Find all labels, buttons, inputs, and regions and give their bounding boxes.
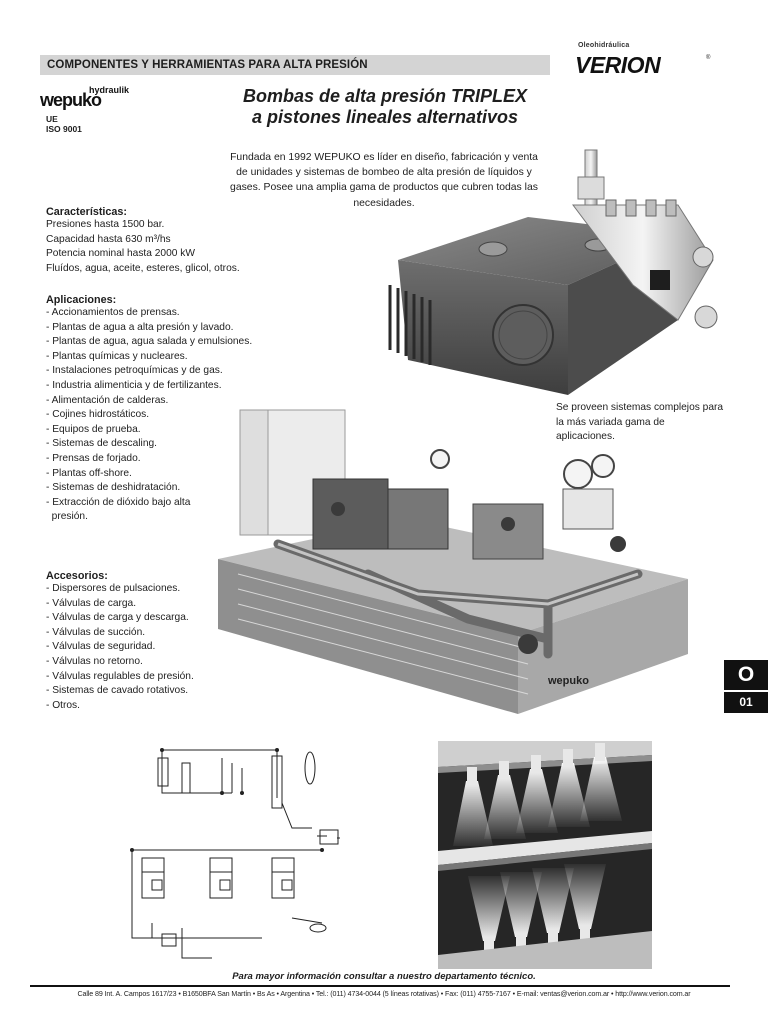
- list-item: - Alimentación de calderas.: [46, 394, 169, 406]
- aplicaciones-title: Aplicaciones:: [46, 294, 117, 306]
- footer-contact-note: Para mayor información consultar a nuestro departamento técnico.: [232, 971, 536, 982]
- title-line-2: a pistones lineales alternativos: [251, 107, 519, 127]
- verion-logo-subtitle: Oleohidráulica: [578, 42, 630, 49]
- skid-brand-label: wepuko: [548, 675, 589, 687]
- list-item: - Plantas de agua, agua salada y emulsiones.: [46, 336, 253, 348]
- page-title: [190, 86, 580, 128]
- section-header-band: COMPONENTES Y HERRAMIENTAS PARA ALTA PRESIÓN: [40, 55, 550, 75]
- list-item: - Válvulas regulables de presión.: [46, 670, 194, 682]
- list-item: Capacidad hasta 630 m³/hs: [46, 233, 171, 245]
- list-item: - Extracción de dióxido bajo alta: [46, 496, 191, 508]
- list-item: - Sistemas de deshidratación.: [46, 482, 181, 494]
- triplex-pump-photo: [378, 145, 723, 405]
- hydraulic-schematic-diagram: [122, 738, 340, 970]
- caracteristicas-list: [46, 218, 326, 276]
- list-item: - Dispersores de pulsaciones.: [46, 583, 181, 594]
- list-item: Presiones hasta 1500 bar.: [46, 219, 165, 230]
- spray-nozzles-photo: [438, 741, 652, 969]
- list-item: - Accionamientos de prensas.: [46, 307, 180, 318]
- list-item: - Plantas de agua a alta presión y lavado.: [46, 321, 234, 333]
- systems-note: Se proveen sistemas complejos para la más variada gama de aplicaciones.: [556, 402, 724, 443]
- verion-logo: [575, 42, 715, 78]
- list-item: - Válvulas de carga.: [46, 597, 137, 609]
- intro-paragraph: Fundada en 1992 WEPUKO es líder en diseño, fabricación y venta de unidades y sistemas de bombeo de alta presión de líquidos y gases. Posee una amplia gama de productos que cubren todas las necesidades.: [230, 152, 538, 209]
- footer-address: Calle 89 Int. A. Campos 1617/23 • B1650BFA San Martín • Bs As • Argentina • Tel.: (011) 4734-0044 (5 líneas rotativas) • Fax: (011) 4755-7167 • E-mail: ventas@verion.com.ar • http://www.verion.com.ar: [77, 990, 691, 998]
- list-item: - Válvulas de carga y descarga.: [46, 612, 189, 624]
- list-item: - Equipos de prueba.: [46, 423, 141, 435]
- cert-line-iso: ISO 9001: [46, 124, 82, 134]
- accesorios-title: Accesorios:: [46, 570, 108, 582]
- section-tab-letter: O: [724, 660, 768, 690]
- pump-skid-system-photo: [218, 404, 688, 724]
- list-item: - Otros.: [46, 699, 80, 711]
- list-item: - Sistemas de descaling.: [46, 438, 157, 450]
- list-item: - Prensas de forjado.: [46, 452, 141, 464]
- wepuko-logo-name: wepuko: [40, 90, 102, 110]
- caracteristicas-title: Características:: [46, 206, 128, 218]
- wepuko-logo-subtitle: hydraulik: [89, 85, 130, 95]
- list-item: - Instalaciones petroquímicas y de gas.: [46, 365, 223, 377]
- title-line-1: Bombas de alta presión TRIPLEX: [242, 86, 528, 106]
- caracteristicas-section: [46, 206, 326, 276]
- certification: [46, 114, 82, 134]
- list-item: - Válvulas de succión.: [46, 626, 146, 638]
- list-item: - Industria alimenticia y de fertilizantes.: [46, 379, 222, 391]
- list-item: Fluídos, agua, aceite, esteres, glicol, otros.: [46, 262, 240, 274]
- footer-divider: [30, 985, 730, 987]
- list-item: - Plantas químicas y nucleares.: [46, 350, 188, 362]
- list-item: presión.: [46, 511, 88, 523]
- list-item: - Válvulas no retorno.: [46, 655, 143, 667]
- list-item: - Plantas off-shore.: [46, 467, 132, 479]
- list-item: - Cojines hidrostáticos.: [46, 409, 150, 421]
- cert-line-ue: UE: [46, 114, 58, 124]
- list-item: - Sistemas de cavado rotativos.: [46, 685, 189, 697]
- verion-registered-mark: ®: [706, 55, 711, 61]
- list-item: Potencia nominal hasta 2000 kW: [46, 248, 195, 260]
- wepuko-logo: [40, 85, 140, 111]
- list-item: - Válvulas de seguridad.: [46, 641, 156, 653]
- verion-logo-name: VERION: [575, 52, 661, 78]
- section-tab-number: 01: [724, 691, 768, 713]
